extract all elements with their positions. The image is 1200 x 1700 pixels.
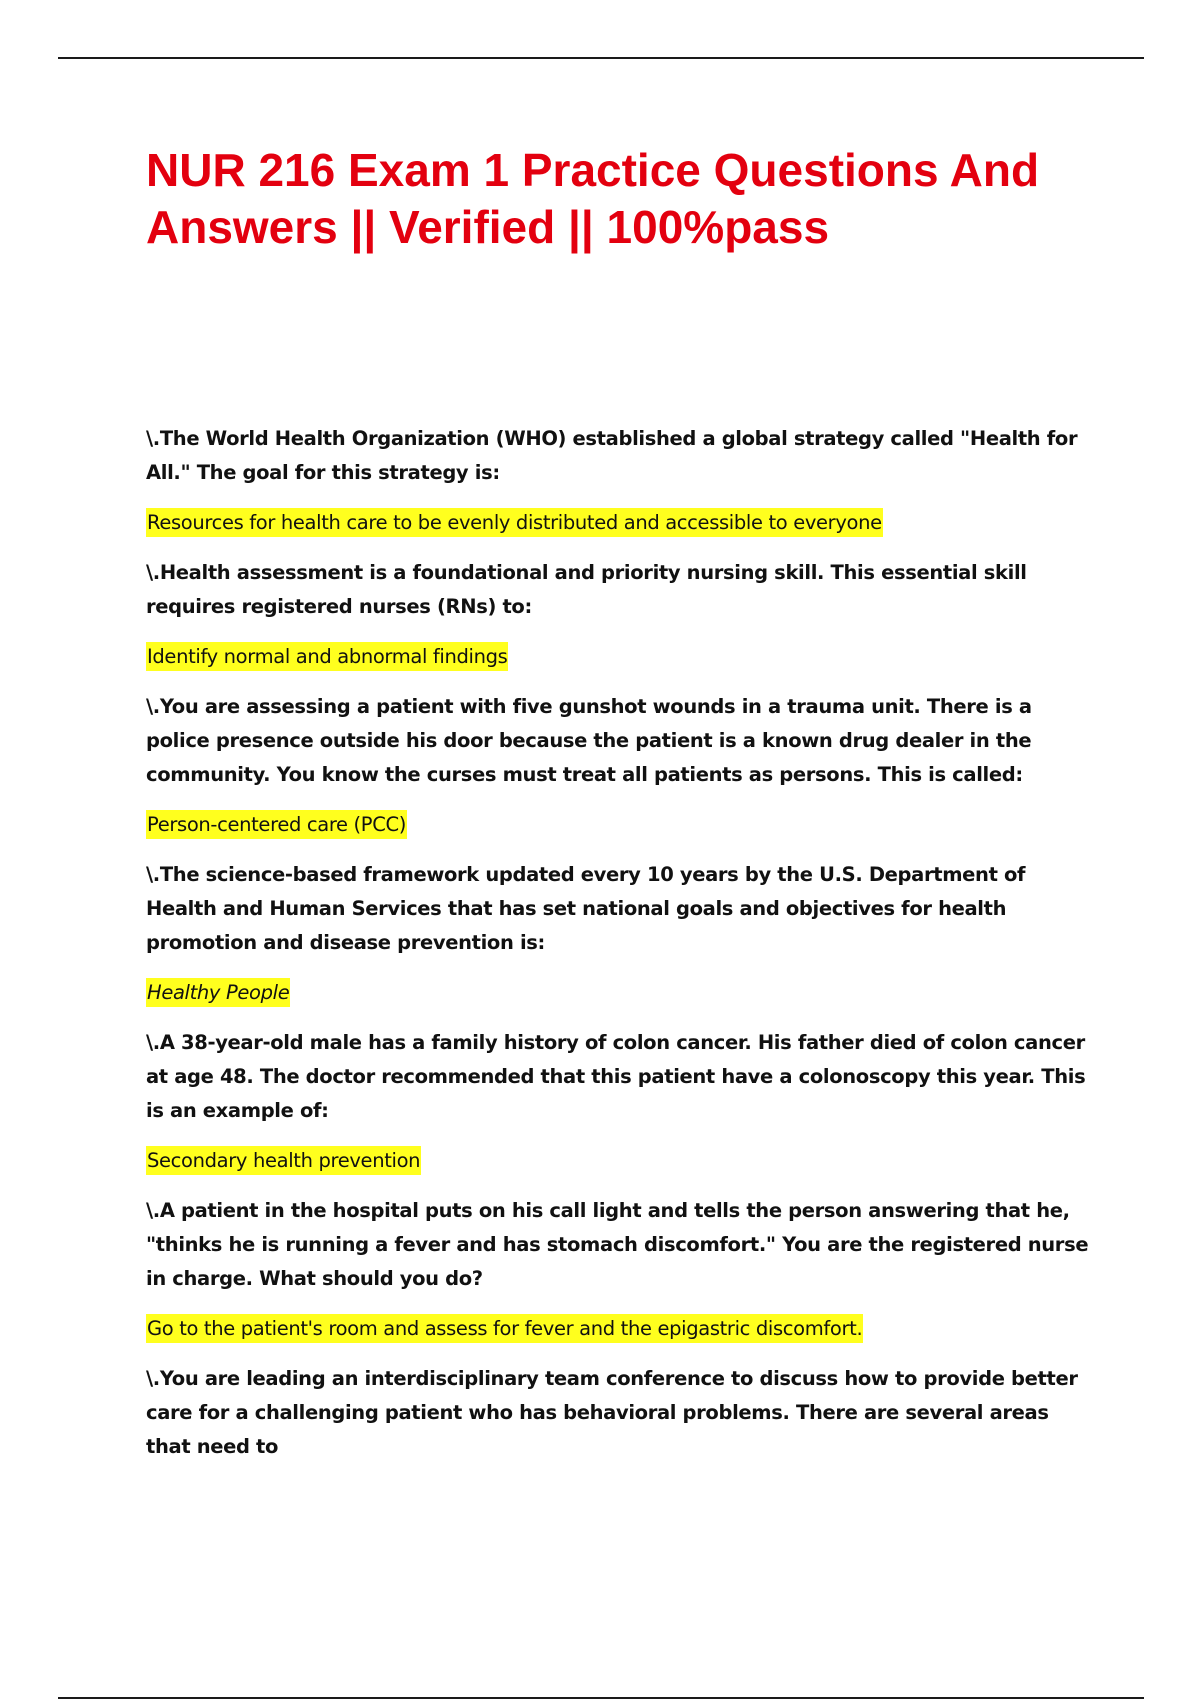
answer-highlight: Go to the patient's room and assess for fever and the epigastric discomfort. <box>146 1314 863 1343</box>
answer-highlight: Healthy People <box>146 978 290 1007</box>
question-text: \.A patient in the hospital puts on his call light and tells the person answering that he, "thinks he is running a fever and has stomach discomfort." You are the registered nurse in charge. What should you do? <box>146 1199 1089 1290</box>
top-rule <box>58 57 1144 59</box>
question-text: \.The science-based framework updated every 10 years by the U.S. Department of Health and Human Services that has set national goals and objectives for health promotion and disease prevention is: <box>146 863 1026 954</box>
answer-text <box>146 808 1090 842</box>
document-title: NUR 216 Exam 1 Practice Questions And Answers || Verified || 100%pass <box>146 144 1040 253</box>
answer-text <box>146 1144 1090 1178</box>
qa-list <box>146 422 1090 1480</box>
answer-text <box>146 640 1090 674</box>
bottom-rule <box>58 1697 1144 1699</box>
answer-highlight: Resources for health care to be evenly distributed and accessible to everyone <box>146 508 883 537</box>
question-text: \.The World Health Organization (WHO) established a global strategy called "Health for All." The goal for this strategy is: <box>146 427 1078 484</box>
answer-highlight: Secondary health prevention <box>146 1146 421 1175</box>
answer-text <box>146 506 1090 540</box>
question-text: \.Health assessment is a foundational and priority nursing skill. This essential skill requires registered nurses (RNs) to: <box>146 561 1027 618</box>
question-text: \.You are assessing a patient with five gunshot wounds in a trauma unit. There is a police presence outside his door because the patient is a known drug dealer in the community. You know the curses must treat all patients as persons. This is called: <box>146 695 1032 786</box>
answer-text <box>146 1312 1090 1346</box>
answer-highlight: Identify normal and abnormal findings <box>146 642 508 671</box>
question-text: \.A 38-year-old male has a family history of colon cancer. His father died of colon cancer at age 48. The doctor recommended that this patient have a colonoscopy this year. This is an example of: <box>146 1031 1086 1122</box>
answer-highlight: Person-centered care (PCC) <box>146 810 407 839</box>
answer-text <box>146 976 1090 1010</box>
final-question-text: \.You are leading an interdisciplinary team conference to discuss how to provide better care for a challenging patient who has behavioral problems. There are several areas that need to <box>146 1367 1078 1458</box>
